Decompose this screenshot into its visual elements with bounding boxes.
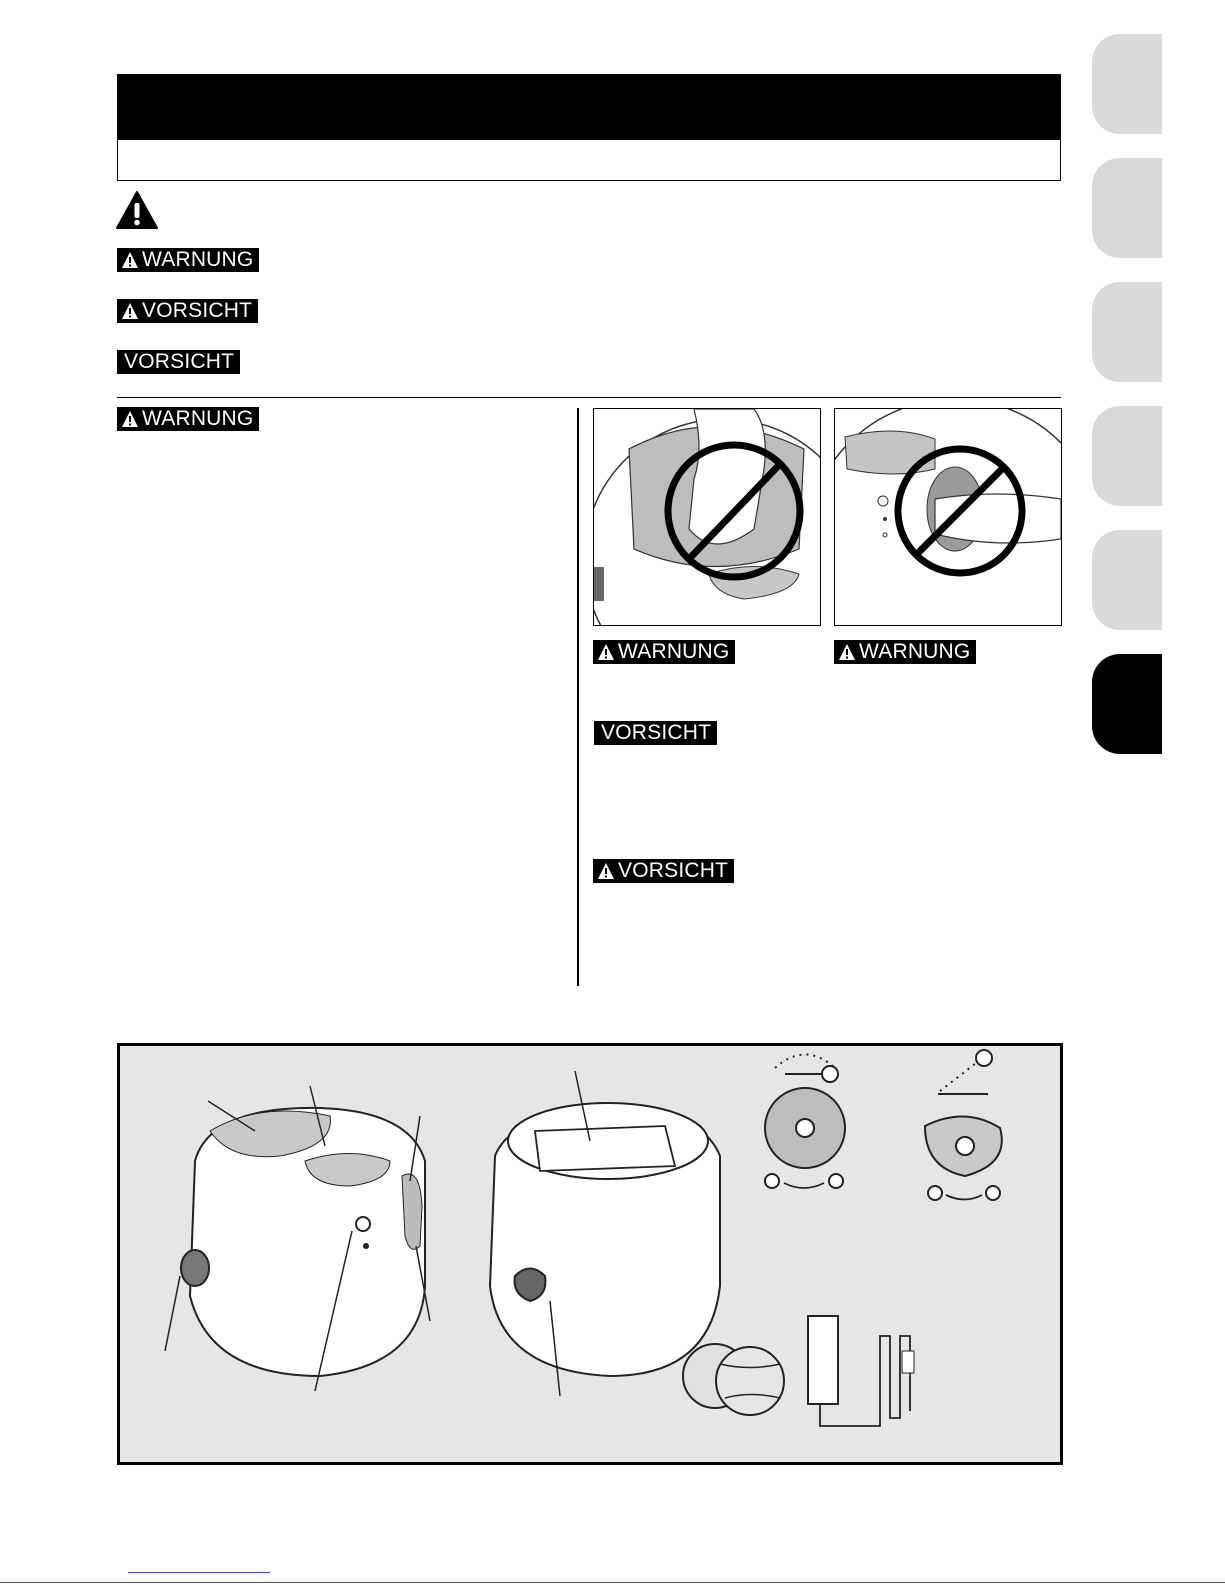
signal-vorsicht-right <box>593 859 734 883</box>
prohibited-circle-icon <box>594 409 595 410</box>
footer-link-underline[interactable] <box>128 1572 270 1573</box>
signal-label: VORSICHT <box>601 721 712 744</box>
side-tab-3[interactable] <box>1092 282 1162 382</box>
side-tab-5[interactable] <box>1092 530 1162 630</box>
power-adapter <box>808 1316 914 1426</box>
warning-triangle-icon <box>115 190 159 230</box>
illustration-hand-in-top <box>593 408 821 626</box>
signal-label: WARNUNG <box>142 407 254 430</box>
side-tab-4[interactable] <box>1092 406 1162 506</box>
signal-label: VORSICHT <box>124 350 235 373</box>
signal-label: VORSICHT <box>142 299 253 322</box>
distance-dial <box>765 1055 845 1189</box>
warning-triangle-icon <box>121 302 139 320</box>
product-components-diagram <box>117 1043 1063 1465</box>
section-title-bar <box>117 74 1061 140</box>
signal-vorsicht-plain-legend <box>117 350 240 374</box>
signal-label: WARNUNG <box>142 248 254 271</box>
tennis-balls <box>683 1344 784 1415</box>
signal-label: VORSICHT <box>618 859 729 882</box>
warning-triangle-icon <box>838 643 856 661</box>
side-tab-2[interactable] <box>1092 158 1162 258</box>
warning-triangle-icon <box>121 410 139 428</box>
signal-vorsicht-plain-right <box>594 721 717 745</box>
signal-warnung-left <box>117 407 259 431</box>
launcher-back-view <box>490 1071 720 1396</box>
warning-triangle-icon <box>597 862 615 880</box>
side-tab-6-active[interactable] <box>1092 654 1162 754</box>
signal-warnung-photo1 <box>593 640 735 664</box>
launcher-front-view <box>165 1086 430 1391</box>
illustration-hand-in-side <box>834 408 1062 626</box>
angle-dial <box>925 1050 1002 1200</box>
signal-label: WARNUNG <box>618 640 730 663</box>
signal-label: WARNUNG <box>859 640 971 663</box>
signal-warnung-photo2 <box>834 640 976 664</box>
side-tab-1[interactable] <box>1092 34 1162 134</box>
section-divider <box>117 397 1061 398</box>
warning-triangle-icon <box>121 251 139 269</box>
column-divider <box>577 408 579 986</box>
signal-vorsicht-legend <box>117 299 258 323</box>
warning-triangle-icon <box>597 643 615 661</box>
footer-divider <box>0 1582 1225 1583</box>
signal-warnung-legend <box>117 248 259 272</box>
section-subtitle-box <box>117 140 1061 181</box>
